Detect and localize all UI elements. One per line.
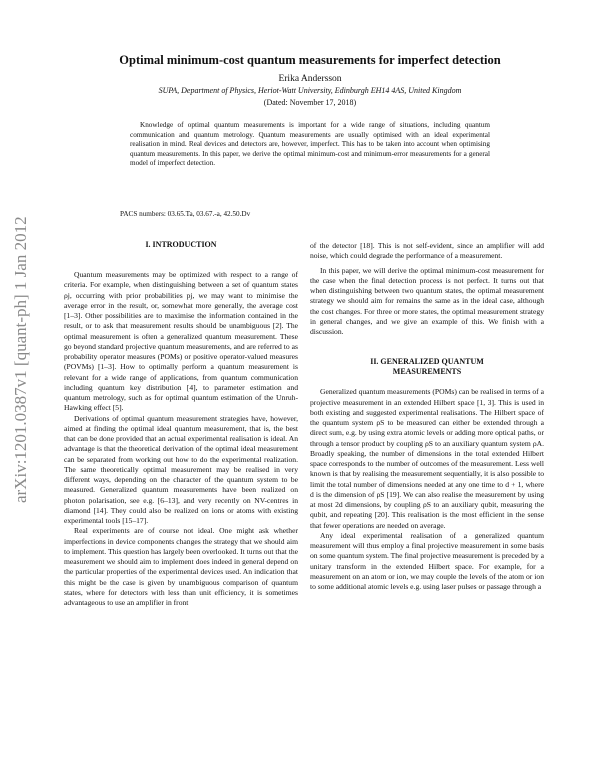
paper-title: Optimal minimum-cost quantum measurements for imperfect detection (119, 53, 501, 67)
section-2-paragraph: Generalized quantum measurements (POMs) can be realised in terms of a projective measurement in an extended Hilbert space [1, 3]. This is used in both existing and suggested experimental realisations. The Hilbert space of the quantum system ρS to be measured can either be extended through a direct sum, e.g. by using extra atomic levels or adding more optical paths, or through a tensor product by coupling ρS to an auxiliary quantum system ρA. Broadly speaking, the number of dimensions in the total extended Hilbert space corresponds to the number of outcomes of the measurement. Less well known is that by realising the measurement sequentially, it is also possible to limit the total number of dimensions needed at any one time to d + 1, where d is the dimension of ρS [19]. We can also realise the measurement by using at most 2d dimensions, by coupling ρS to an auxiliary qubit, measuring the qubit, and repeating [20]. This realisation is the most efficient in the sense that fewer operations are needed on average. (310, 387, 544, 530)
section-2-heading (310, 357, 544, 377)
left-column (64, 240, 298, 608)
continued-paragraph: of the detector [18]. This is not self-evident, since an amplifier will add noise, which could degrade the performance of a measurement. (310, 241, 544, 261)
abstract: Knowledge of optimal quantum measurements is important for a wide range of situations, including quantum communication and quantum metrology. Quantum measurements are usually optimised with an ideal experimental realisation in mind. Real devices and detectors are, however, imperfect. This has to be taken into account when optimising quantum measurements. In this paper, we derive the optimal minimum-cost and minimum-error measurements for a general model of imperfect detection. (130, 121, 490, 168)
intro-paragraph: In this paper, we will derive the optimal minimum-cost measurement for the case when the final detection process is not perfect. It turns out that when distinguishing between two quantum states, the optimal measurement strategy we should aim for remains the same as in the ideal case, although the cost changes. For three or more states, the optimal measurement strategy in general changes, and we give an example of this. We finish with a discussion. (310, 265, 544, 336)
section-1-paragraph: Derivations of optimal quantum measurement strategies have, however, aimed at finding the optimal ideal quantum measurement, that is, the best that can be done provided that an actual experimental realisation is ideal. An advantage is that the theoretical derivation of the optimal ideal measurement can be separated from working out how to do the experimental realization. The same theoretically optimal measurement may be realised in very different ways, depending on the character of the quantum system to be measured. Generalized quantum measurements have been realized on photon polarisation, see e.g. [6–13], and very recently on NV-centres in diamond [14]. They could also be realized on ions or atoms with existing experimental tools [15–17]. (64, 413, 298, 525)
pacs-numbers: PACS numbers: 03.65.Ta, 03.67.-a, 42.50.Dv (120, 210, 251, 218)
right-column (310, 241, 544, 592)
arxiv-identifier: arXiv:1201.0387v1 [quant-ph] 1 Jan 2012 (11, 216, 30, 504)
section-1-paragraph: Quantum measurements may be optimized with respect to a range of criteria. For example, when distinguishing between a set of quantum states ρj, occurring with prior probabilities pj, we may want to minimise the average error in the result, or, somewhat more generally, the average cost [1–3]. Other possibilities are to maximise the information contained in the result, or to ask that measurement results should be unambiguous [2]. The optimal measurement is often a generalized quantum measurement. These go beyond standard projective quantum measurements, and are referred to as probability operator measures (POMs) or positive operator-valued measures (POVMs) [1–3]. How to optimally perform a quantum measurement is relevant for a wide range of applications, from quantum communication including quantum key distribution [4], to parameter estimation and quantum metrology, such as for optimal quantum estimation of the Unruh-Hawking effect [5]. (64, 270, 298, 413)
section-1-paragraph: Real experiments are of course not ideal. One might ask whether imperfections in device components changes the strategy that we should aim to implement. This question has largely been overlooked. It turns out that the measurement we should aim to implement does indeed in general depend on the particular properties of the experimental devices used. An indication that this might be the case is given by unambiguous comparison of quantum states, where for detectors with less than unit efficiency, it is sometimes advantageous to use an amplifier in front (64, 526, 298, 607)
date-line: (Dated: November 17, 2018) (263, 98, 357, 107)
section-1-heading: I. INTRODUCTION (145, 240, 217, 249)
section-2-heading-line: II. GENERALIZED QUANTUM (370, 357, 484, 367)
author-name: Erika Andersson (278, 74, 342, 84)
section-2-heading-line: MEASUREMENTS (392, 367, 462, 377)
author-affiliation: SUPA, Department of Physics, Heriot-Watt University, Edinburgh EH14 4AS, United Kingdom (158, 86, 462, 95)
section-2-paragraph: Any ideal experimental realisation of a generalized quantum measurement will thus employ a final projective measurement in some basis on some quantum system. The final projective measurement is preceded by a unitary transform in the extended Hilbert space. For example, for a measurement on an atom or ion, we may couple the levels of the atom or ion to some additional atomic levels e.g. using laser pulses or passage through a (310, 530, 544, 591)
